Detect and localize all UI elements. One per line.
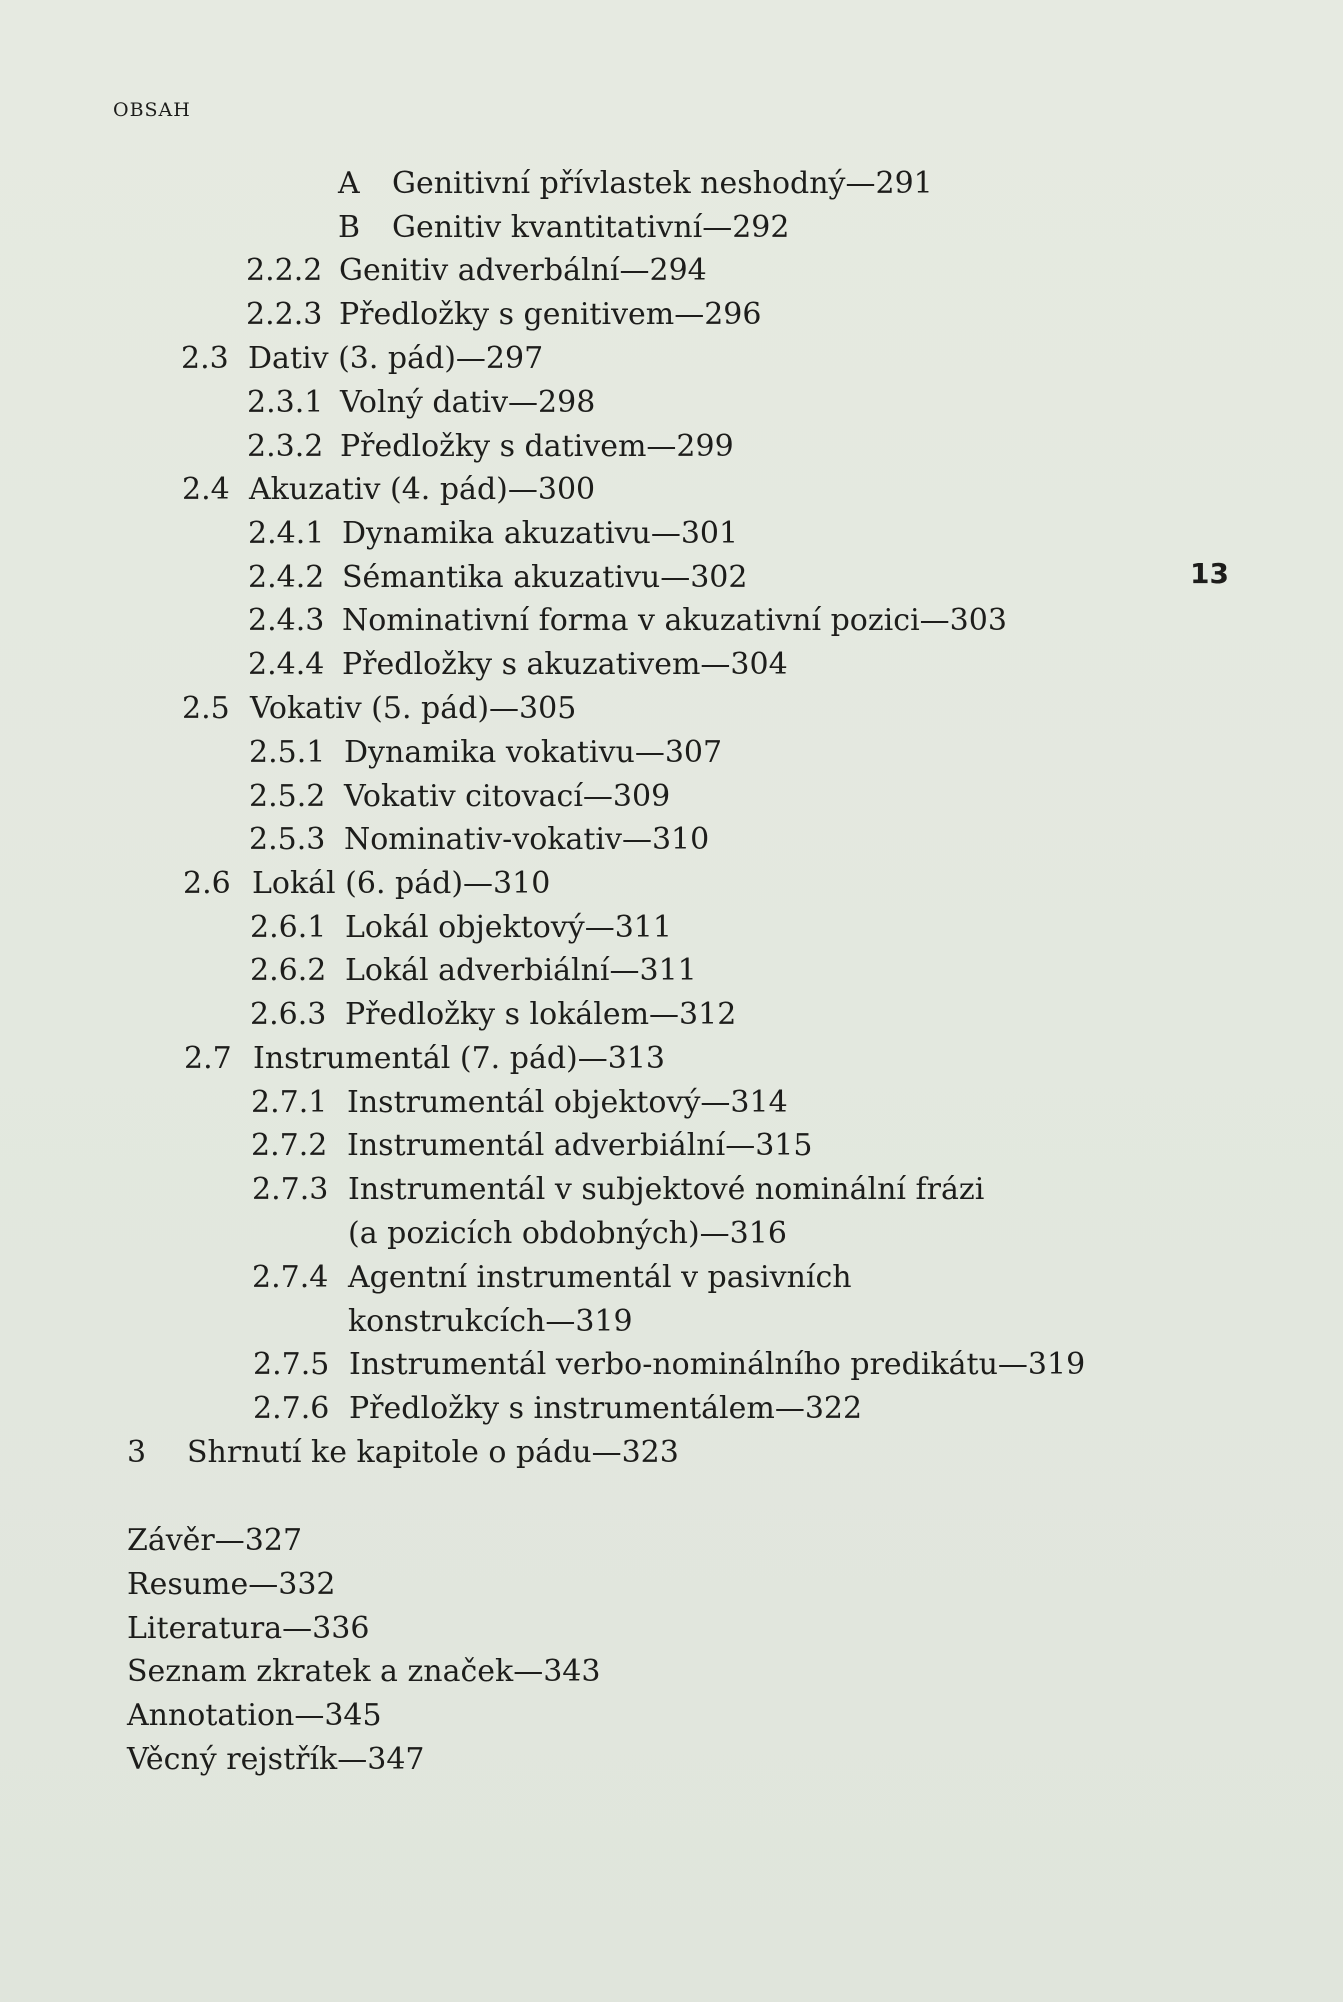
toc-entry-title: Lokál objektový—311 [345,910,672,945]
toc-entry-title: Genitiv adverbální—294 [339,253,707,288]
toc-entry-number: 2.3.1 [247,385,324,420]
toc-entry-title: Předložky s akuzativem—304 [342,647,788,682]
toc-entry-title-continuation: konstrukcích—319 [348,1304,633,1339]
toc-entry-title: Vokativ citovací—309 [344,779,671,814]
toc-entry-number: 2.5.2 [249,779,326,814]
toc-entry-title [348,1256,852,1344]
back-matter-entry: Závěr—327 [127,1523,303,1558]
back-matter-entry: Seznam zkratek a značek—343 [127,1654,601,1689]
toc-entry-title: Genitivní přívlastek neshodný—291 [392,166,933,201]
toc-entry-title: Sémantika akuzativu—302 [342,560,748,595]
toc-entry-title: Předložky s instrumentálem—322 [349,1391,863,1426]
running-head: OBSAH [113,99,191,121]
toc-entry-number: 2.7.5 [253,1347,330,1382]
toc-entry-number: 2.6.2 [250,953,327,988]
toc-entry-number: 2.5 [182,691,230,726]
toc-entry-title: Instrumentál adverbiální—315 [347,1128,813,1163]
page-number: 13 [1190,557,1229,590]
back-matter-entry: Annotation—345 [127,1698,382,1733]
toc-entry-title: Instrumentál verbo-nominálního predikátu—319 [349,1347,1086,1382]
toc-entry-title: Akuzativ (4. pád)—300 [249,472,596,507]
toc-entry-title: Lokál adverbiální—311 [345,953,697,988]
toc-entry-title-line: Instrumentál v subjektové nominální frázi [348,1172,985,1207]
toc-entry-number: 2.4.3 [248,603,325,638]
toc-entry-title: Shrnutí ke kapitole o pádu—323 [187,1435,679,1470]
toc-entry-number: 2.5.3 [249,822,326,857]
toc-entry-title: Vokativ (5. pád)—305 [250,691,577,726]
toc-entry-title: Předložky s lokálem—312 [345,997,737,1032]
toc-entry-title: Lokál (6. pád)—310 [252,866,551,901]
toc-entry-number: 2.7.3 [252,1172,329,1207]
toc-entry-title: Dynamika akuzativu—301 [342,516,739,551]
toc-entry-number: 2.6.1 [250,910,327,945]
toc-entry-title-continuation: (a pozicích obdobných)—316 [348,1216,787,1251]
toc-entry-title: Dativ (3. pád)—297 [248,341,544,376]
toc-entry-number: 2.2.2 [246,253,323,288]
toc-entry-number: 2.3 [181,341,229,376]
toc-entry-title: Dynamika vokativu—307 [344,735,723,770]
toc-entry-title [348,1168,984,1256]
toc-entry-title: Instrumentál (7. pád)—313 [253,1041,666,1076]
toc-entry-title: Volný dativ—298 [340,385,596,420]
toc-entry-title: Nominativní forma v akuzativní pozici—303 [342,603,1007,638]
toc-entry-number: 2.7.4 [252,1260,329,1295]
toc-entry-number: 2.5.1 [249,735,326,770]
toc-entry-number: 2.6 [183,866,231,901]
toc-entry-title: Genitiv kvantitativní—292 [392,210,790,245]
back-matter-entry: Věcný rejstřík—347 [127,1742,425,1777]
toc-entry-number: 2.4 [182,472,230,507]
toc-entry-title: Předložky s genitivem—296 [339,297,762,332]
toc-entry-number: 2.7.6 [253,1391,330,1426]
toc-entry-title-line: Agentní instrumentál v pasivních [348,1260,852,1295]
toc-entry-number: 2.7 [184,1041,232,1076]
toc-entry-number: 2.3.2 [247,429,324,464]
toc-entry-number: 2.6.3 [250,997,327,1032]
toc-entry-number: 2.4.2 [248,560,325,595]
toc-entry-title: Předložky s dativem—299 [340,429,734,464]
toc-entry-number: 2.4.1 [248,516,325,551]
toc-entry-number: 2.2.3 [246,297,323,332]
toc-entry-title: Nominativ-vokativ—310 [344,822,710,857]
toc-entry-number: 3 [127,1435,147,1470]
toc-entry-number: 2.4.4 [248,647,325,682]
back-matter-entry: Resume—332 [127,1567,336,1602]
toc-entry-number: 2.7.2 [251,1128,328,1163]
toc-entry-number: B [338,210,361,245]
toc-entry-number: 2.7.1 [251,1085,328,1120]
back-matter-entry: Literatura—336 [127,1611,370,1646]
toc-entry-title: Instrumentál objektový—314 [347,1085,788,1120]
toc-entry-number: A [338,166,360,201]
